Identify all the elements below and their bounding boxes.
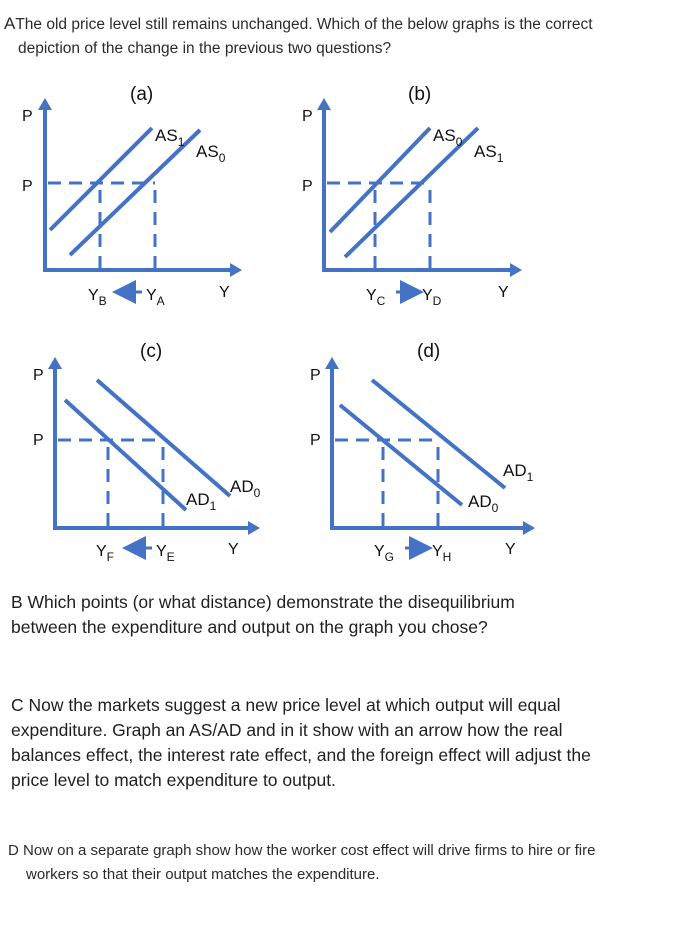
graph-c-y-arrow [48, 357, 62, 369]
question-d [8, 839, 668, 887]
graph-d-curve-left-label: $AD_0$ [468, 492, 499, 515]
question-c-line1: C Now the markets suggest a new price level at which output will equal [11, 695, 561, 715]
graph-c-x-arrow [248, 521, 260, 535]
graph-d [310, 341, 535, 564]
graph-c-title: (c) [140, 341, 163, 362]
question-b-line2: between the expenditure and output on the graph you chose? [11, 617, 488, 637]
graph-c-y-right-label: $Y_E$ [156, 543, 175, 564]
graph-c-curve-left-label: $AD_1$ [186, 490, 217, 513]
graph-d-y-right-label: $Y_H$ [432, 543, 452, 564]
graph-c [33, 341, 261, 564]
graph-b-curve-right-label: $AS_1$ [474, 142, 504, 165]
graph-c-p-mid: P [33, 432, 44, 449]
question-c [11, 693, 666, 793]
graph-b-y-left-label: $Y_C$ [366, 287, 386, 308]
graph-b-title: (b) [408, 84, 432, 105]
graph-a-title: (a) [130, 84, 154, 105]
graph-d-x-arrow [523, 521, 535, 535]
question-a-line1: The old price level still remains unchanged. Which of the below graphs is the correct [15, 16, 593, 33]
graph-b-x-label: Y [498, 284, 509, 301]
graph-b-p-top: P [302, 108, 313, 125]
graph-c-curve-ad1 [65, 400, 186, 510]
graph-a-curve-left-label: $AS_1$ [155, 126, 185, 149]
graph-d-y-arrow [325, 357, 339, 369]
graph-b-y-right-label: $Y_D$ [422, 287, 442, 308]
question-b-line1: B Which points (or what distance) demonstrate the disequilibrium [11, 592, 515, 612]
graph-b-x-arrow [510, 263, 522, 277]
question-d-line2: workers so that their output matches the expenditure. [26, 866, 380, 883]
question-a-line2: depiction of the change in the previous two questions? [18, 40, 392, 57]
graph-a [22, 84, 242, 308]
question-d-line1: D Now on a separate graph show how the worker cost effect will drive firms to hire or fire [8, 842, 596, 859]
question-c-line2: expenditure. Graph an AS/AD and in it show with an arrow how the real [11, 720, 563, 740]
graph-d-curve-right-label: $AD_1$ [503, 461, 534, 484]
graph-a-x-label: Y [219, 284, 230, 301]
graph-b-axes [324, 108, 512, 270]
graph-d-y-left-label: $Y_G$ [374, 543, 395, 564]
graph-c-p-top: P [33, 367, 44, 384]
graph-a-y-right-label: $Y_A$ [146, 287, 165, 308]
graph-d-p-mid: P [310, 432, 321, 449]
graph-b-curve-as0 [330, 128, 430, 232]
graph-b-p-mid: P [302, 178, 313, 195]
graph-d-curve-ad0 [340, 405, 462, 505]
graph-d-x-label: Y [505, 541, 516, 558]
graph-a-p-top: P [22, 108, 33, 125]
graph-b-curve-left-label: $AS_0$ [433, 126, 463, 149]
graph-a-x-arrow [230, 263, 242, 277]
question-c-line4: price level to match expenditure to output. [11, 770, 336, 790]
graph-c-curve-right-label: $AD_0$ [230, 477, 261, 500]
graph-a-y-arrow [38, 98, 52, 110]
graph-d-p-top: P [310, 367, 321, 384]
graph-c-axes [55, 367, 250, 528]
question-c-line3: balances effect, the interest rate effect, and the foreign effect will adjust the [11, 745, 591, 765]
graph-c-y-left-label: $Y_F$ [96, 543, 115, 564]
graph-b [302, 84, 522, 308]
question-b [11, 590, 666, 640]
graph-b-y-arrow [317, 98, 331, 110]
graph-a-p-mid: P [22, 178, 33, 195]
graph-d-title: (d) [417, 341, 441, 362]
graph-a-curve-right-label: $AS_0$ [196, 142, 226, 165]
question-a-letter: A [4, 14, 16, 33]
graph-a-y-left-label: $Y_B$ [88, 287, 107, 308]
graph-c-x-label: Y [228, 541, 239, 558]
